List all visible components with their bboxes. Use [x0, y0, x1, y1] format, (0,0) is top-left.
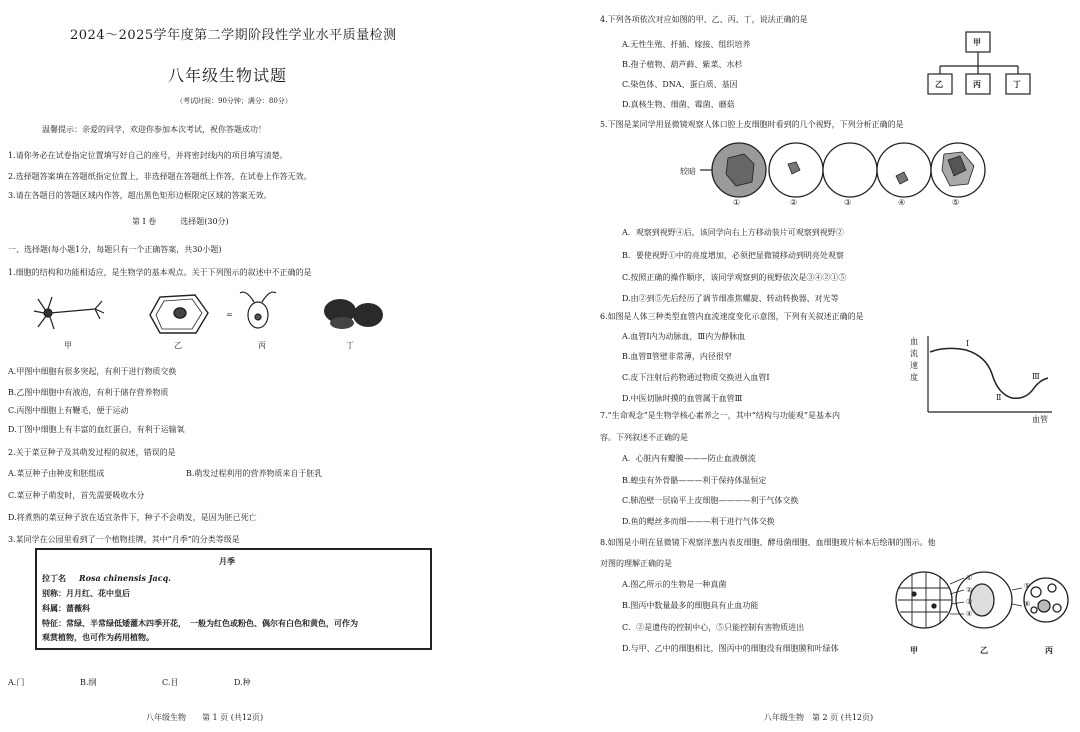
q8-num-2: ②: [966, 586, 973, 594]
q2-option-c: C.菜豆种子萌发时，首先需要吸收水分: [8, 491, 145, 500]
q3-option-d: D.种: [234, 678, 251, 687]
tree-node-jia: 甲: [973, 37, 981, 47]
chart-y-label: [910, 336, 920, 384]
point-label-2: Ⅱ: [996, 393, 1002, 402]
q1-stem: 1.细胞的结构和功能相适应，是生物学的基本观点。关于下列图示的叙述中不正确的是: [8, 268, 312, 277]
q8-num-4: ④: [966, 610, 973, 618]
q8-num-3: ③: [966, 598, 973, 606]
q1-label-ding: 丁: [346, 341, 354, 350]
card-latin-name: Rosa chinensis Jacq.: [79, 573, 171, 583]
q6-option-a: A.血管Ⅰ内为动脉血，Ⅲ内为静脉血: [622, 332, 746, 341]
q3-stem: 3.某同学在公园里看到了一个植物挂牌，其中“月季”的分类等级是: [8, 535, 240, 544]
q5-stem: 5.下图是某同学用显微镜观察人体口腔上皮细胞时看到的几个视野，下列分析正确的是: [600, 120, 904, 129]
q1-figure: [0, 285, 420, 350]
y-char-1: 血: [910, 337, 918, 346]
q8-option-b: B.图丙中数量最多的细胞具有止血功能: [622, 601, 759, 610]
q1-option-b: B.乙图中细胞中有液泡，有利于储存营养物质: [8, 388, 169, 397]
neuron-cell-drawing: [34, 297, 104, 329]
q8-stem-line2: 对图的理解正确的是: [600, 559, 672, 568]
q6-option-c: C.皮下注射后药物通过物质交换进入血管Ⅰ: [622, 373, 770, 382]
y-char-2: 流: [910, 349, 918, 358]
q7-stem-line2: 容。下列叙述不正确的是: [600, 433, 688, 442]
q3-option-a: A.门: [8, 678, 25, 687]
plant-cell-drawing: [150, 295, 208, 333]
q8-option-d: D.与甲、乙中的细胞相比，图丙中的细胞没有细胞膜和叶绿体: [622, 644, 839, 653]
note-2: 2.选择题答案填在答题纸指定位置上，非选择题在答题纸上作答，在试卷上作答无效。: [8, 172, 312, 181]
q8-num-6: ⑥: [1024, 600, 1031, 608]
view-label-1: ①: [733, 198, 741, 207]
page-2-footer: 八年级生物 第 2 页 (共12页): [764, 713, 874, 722]
q4-stem: 4.下列各项依次对应如图的甲、乙、丙、丁，说法正确的是: [600, 15, 808, 24]
q1-option-a: A.甲图中细胞有很多突起，有利于进行物质交换: [8, 367, 177, 376]
q8-cells-figure: [894, 564, 1074, 644]
q1-option-d: D.丁图中细胞上有丰富的血红蛋白，有利于运输氧: [8, 425, 185, 434]
card-feature-line2: 观赏植物，也可作为药用植物。: [42, 632, 154, 642]
q3-option-b: B.纲: [80, 678, 97, 687]
q8-option-c: C．②是遗传的控制中心，⑤只能控制有害物质进出: [622, 623, 805, 632]
q2-option-b: B.萌发过程利用的营养物质来自于胚乳: [186, 469, 323, 478]
q4-tree-diagram: [926, 30, 1046, 98]
y-char-4: 度: [910, 373, 918, 382]
card-alias: 别称：月月红、花中皇后: [42, 588, 130, 598]
view-label-3: ③: [844, 198, 852, 207]
exam-meta: （考试时间：90分钟；满分：80分）: [176, 97, 292, 105]
q7-option-b: B.蝗虫有外骨骼———利于保持体温恒定: [622, 476, 767, 485]
q8-label-bing: 丙: [1045, 645, 1053, 655]
q8-stem-line1: 8.如图是小明在显微镜下观察洋葱内表皮细胞、酵母菌细胞、血细胞玻片标本后绘制的图示。他: [600, 538, 936, 547]
view-label-4: ④: [898, 198, 906, 207]
q1-option-c: C.丙图中细胞上有鞭毛，便于运动: [8, 406, 129, 415]
exam-title: 2024～2025学年度第二学期阶段性学业水平质量检测: [70, 28, 397, 43]
dim-label: 较暗: [680, 167, 696, 176]
q8-num-5: ⑤: [1024, 582, 1031, 590]
q8-label-yi: 乙: [980, 645, 988, 655]
q5-option-a: A．观察到视野④后，该同学向右上方移动装片可观察到视野②: [622, 228, 844, 237]
q4-option-a: A.无性生殖、扦插、嫁接、组织培养: [622, 40, 751, 49]
view-label-2: ②: [790, 198, 798, 207]
q1-label-yi: 乙: [174, 341, 182, 350]
q5-option-b: B．要使视野①中的亮度增加，必须把显微镜移动到明亮处观察: [622, 251, 844, 260]
blood-velocity-chart: [916, 334, 1066, 420]
page-2: [540, 0, 1080, 732]
q7-option-d: D.鱼的鳃丝多而细———利于进行气体交换: [622, 517, 775, 526]
q5-option-c: C.按照正确的操作顺序，该同学观察到的视野依次是③④②①⑤: [622, 273, 847, 282]
page-1-footer: 八年级生物 第 1 页 (共12页): [146, 713, 264, 722]
tree-node-yi: 乙: [935, 79, 943, 89]
tree-node-bing: 丙: [973, 79, 981, 89]
plant-tag-card: [35, 548, 432, 650]
q6-option-d: D.中医切脉时摸的血管属于血管Ⅲ: [622, 394, 743, 403]
q8-option-a: A.图乙所示的生物是一种真菌: [622, 580, 727, 589]
greeting: 温馨提示：亲爱的同学，欢迎你参加本次考试，祝你答题成功！: [42, 125, 266, 134]
section-title: 第 Ⅰ 卷 选择题(30分): [132, 217, 229, 226]
chart-x-label: 血管: [1032, 415, 1048, 424]
point-label-1: Ⅰ: [966, 339, 970, 348]
q4-option-c: C.染色体、DNA、蛋白质、基因: [622, 80, 738, 89]
q8-label-jia: 甲: [910, 645, 918, 655]
q2-option-d: D.将煮熟的菜豆种子放在适宜条件下，种子不会萌发，是因为胚已死亡: [8, 513, 257, 522]
point-label-3: Ⅲ: [1032, 372, 1040, 381]
q1-label-jia: 甲: [64, 341, 72, 350]
q6-option-b: B.血管Ⅱ管壁非常薄，内径很窄: [622, 352, 732, 361]
q2-option-a: A.菜豆种子由种皮和胚组成: [8, 469, 105, 478]
q7-stem-line1: 7.“生命观念”是生物学核心素养之一，其中“结构与功能观”是基本内: [600, 411, 840, 420]
card-title: 月季: [219, 556, 235, 566]
subject-title: 八年级生物试题: [168, 66, 288, 85]
q1-label-bing: 丙: [258, 341, 266, 350]
tree-node-ding: 丁: [1013, 79, 1021, 89]
q8-num-1: ①: [966, 574, 973, 582]
q7-option-c: C.肺泡壁一层扁平上皮细胞————利于气体交换: [622, 496, 799, 505]
q5-option-d: D.由②到⑤先后经历了调节细准焦螺旋、转动转换器、对光等: [622, 294, 839, 303]
q6-stem: 6.如图是人体三种类型血管内血流速度变化示意图，下列有关叙述正确的是: [600, 312, 864, 321]
view-label-5: ⑤: [952, 198, 960, 207]
svg-text:=: =: [226, 310, 233, 319]
note-1: 1.请你务必在试卷指定位置填写好自己的座号，并将密封线内的项目填写清楚。: [8, 151, 288, 160]
q2-stem: 2.关于菜豆种子及其萌发过程的叙述，错误的是: [8, 448, 176, 457]
card-family: 科属：蔷薇科: [42, 603, 90, 613]
q7-option-a: A．心脏内有瓣膜———防止血液倒流: [622, 454, 756, 463]
q4-option-d: D.真核生物、细菌、霉菌、蘑菇: [622, 100, 735, 109]
flagellate-cell-drawing: [226, 292, 276, 328]
q4-option-b: B.孢子植物、葫芦藓、紫菜、水杉: [622, 60, 743, 69]
q3-option-c: C.目: [162, 678, 179, 687]
section-intro: 一、选择题(每小题1分，每题只有一个正确答案，共30小题): [8, 245, 222, 254]
card-latin-label: 拉丁名: [42, 573, 66, 583]
note-3: 3.请在各题目的答题区域内作答，超出黑色矩形边框限定区域的答案无效。: [8, 191, 272, 200]
card-feature-line1: 特征：常绿、半常绿低矮灌木四季开花， 一般为红色或粉色、偶尔有白色和黄色，可作为: [42, 618, 358, 628]
red-blood-cells-drawing: [324, 299, 383, 329]
y-char-3: 速: [910, 361, 918, 370]
